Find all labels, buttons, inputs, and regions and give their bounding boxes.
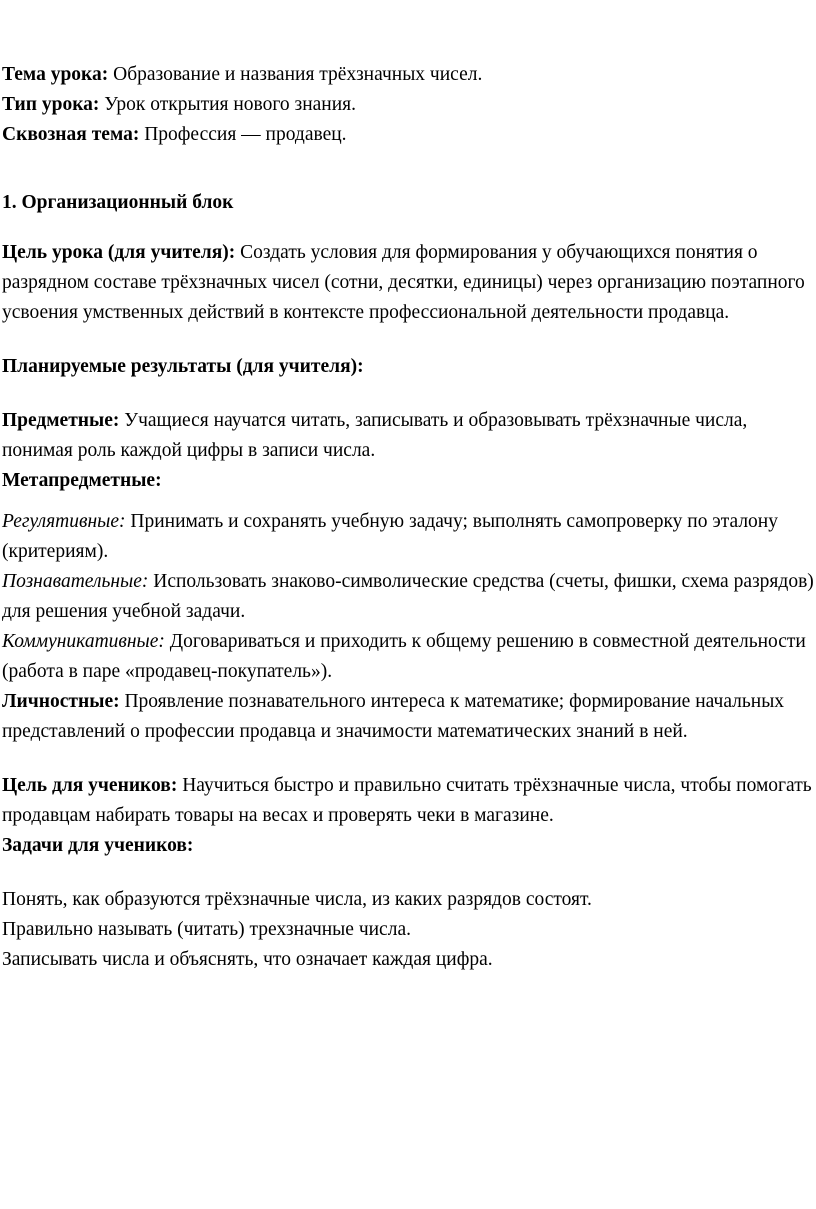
students-tasks-label: Задачи для учеников: [2,835,194,856]
planned-results-title [2,352,816,382]
subject-results [2,406,816,466]
teacher-goal [2,238,816,328]
cognitive-text: Использовать знаково-символические средства (счеты, фишки, схема разрядов) для решения учебной задачи. [2,571,814,622]
list-item: Записывать числа и объяснять, что означает каждая цифра. [2,949,493,970]
planned-results-title-text: Планируемые результаты (для учителя): [2,356,364,377]
section-title-text: 1. Организационный блок [2,192,234,213]
personal-text: Проявление познавательного интереса к математике; формирование начальных представлений о профессии продавца и значимости математических знаний в ней. [2,691,785,742]
personal-label: Личностные: [2,691,120,712]
lesson-topic-value: Образование и названия трёхзначных чисел. [108,64,483,85]
cross-cutting-theme-value: Профессия — продавец. [139,124,347,145]
communicative-label: Коммуникативные: [2,631,165,652]
lesson-type-label: Тип урока: [2,94,100,115]
students-goal-label: Цель для учеников: [2,775,178,796]
teacher-goal-text: Создать условия для формирования у обучающихся понятия о разрядном составе трёхзначных чисел (сотни, десятки, единицы) через организацию поэтапного усвоения умственных действий в контексте профессиональной деятельности продавца. [2,242,805,323]
lesson-type-value: Урок открытия нового знания. [99,94,357,115]
lesson-type [2,90,816,120]
list-item: Понять, как образуются трёхзначные числа, из каких разрядов состоят. [2,889,592,910]
cross-cutting-theme-label: Сквозная тема: [2,124,140,145]
teacher-goal-label: Цель урока (для учителя): [2,242,236,263]
section-title [2,188,816,218]
students-tasks-title [2,831,816,861]
list-item: Правильно называть (читать) трехзначные числа. [2,919,411,940]
students-goal-text: Научиться быстро и правильно считать трёхзначные числа, чтобы помогать продавцам набирать товары на весах и проверять чеки в магазине. [2,775,812,826]
cognitive-results [2,567,816,627]
cross-cutting-theme [2,120,816,150]
regulative-text: Принимать и сохранять учебную задачу; выполнять самопроверку по эталону (критериям). [2,511,778,562]
cognitive-label: Познавательные: [2,571,149,592]
regulative-results [2,507,816,567]
meta-results-label: Метапредметные: [2,470,162,491]
communicative-text: Договариваться и приходить к общему решению в совместной деятельности (работа в паре «продавец-покупатель»). [2,631,806,682]
students-goal [2,771,816,831]
lesson-topic [2,60,816,90]
subject-results-label: Предметные: [2,410,120,431]
subject-results-text: Учащиеся научатся читать, записывать и образовывать трёхзначные числа, понимая роль каждой цифры в записи числа. [2,410,748,461]
personal-results [2,687,816,747]
meta-results-title [2,466,816,496]
communicative-results [2,627,816,687]
lesson-topic-label: Тема урока: [2,64,109,85]
regulative-label: Регулятивные: [2,511,126,532]
